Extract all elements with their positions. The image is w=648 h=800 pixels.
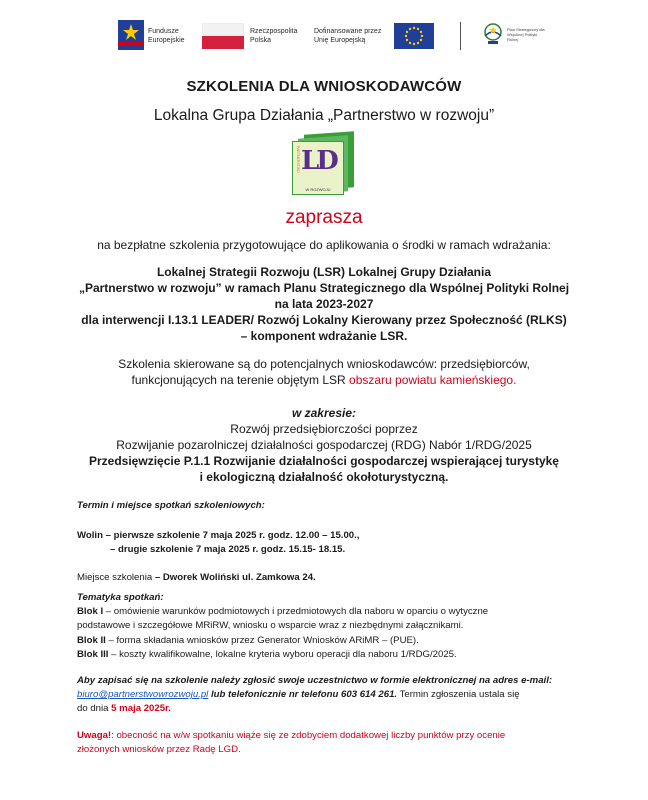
schedule-heading: Termin i miejsce spotkań szkoleniowych:: [77, 500, 265, 511]
lgd-subtitle: Lokalna Grupa Działania „Partnerstwo w rozwoju”: [153, 107, 495, 124]
phone-text: lub telefonicznie nr telefonu 603 614 261.: [208, 689, 398, 701]
fe-label-line1: Fundusze: [148, 28, 179, 35]
block-3-text: – koszty kwalifikowalne, lokalne kryteria wyboru operacji dla naboru 1/RDG/2025.: [108, 648, 457, 660]
fe-label-line2: Europejskie: [148, 36, 185, 44]
signup-line-1: Aby zapisać się na szkolenie należy zgłosić swoje uczestnictwo w formie elektronicznej na adres e-mail:: [77, 675, 553, 686]
strategy-line-3: na lata 2023-2027: [274, 297, 374, 311]
audience-line-1: Szkolenia skierowane są do potencjalnych wnioskodawców: przedsiębiorców,: [118, 357, 530, 371]
audience-line-2: funkcjonujących na terenie objętym LSR: [131, 373, 346, 387]
fundusze-europejskie-icon: [118, 20, 144, 50]
scope-line-3: Przedsięwzięcie P.1.1 Rozwijanie działalności gospodarczej wspierającej turystykę: [89, 454, 559, 468]
signup-block: [77, 674, 577, 717]
strategy-line-1: Lokalnej Strategii Rozwoju (LSR) Lokalnej Grupy Działania: [156, 265, 492, 279]
notice-label: Uwaga!: [77, 730, 112, 741]
strategy-line-4: dla interwencji I.13.1 LEADER/ Rozwój Lokalny Kierowany przez Społeczność (RLKS): [81, 313, 567, 327]
topics-heading: Tematyka spotkań:: [77, 592, 164, 603]
schedule-first-session: Wolin – pierwsze szkolenie 7 maja 2025 r. godz. 12.00 – 15.00.,: [77, 530, 360, 541]
invites-heading: zaprasza: [285, 207, 363, 228]
audience-block: [0, 356, 648, 388]
strategy-block: [0, 264, 648, 344]
deadline-prefix: do dnia: [77, 703, 109, 715]
intro-text: na bezpłatne szkolenia przygotowujące do aplikowania o środki w ramach wdrażania:: [97, 238, 551, 252]
polish-flag-icon: [202, 23, 244, 49]
block-1-label: Blok I: [77, 606, 104, 618]
fundusze-europejskie-logo: [118, 18, 190, 54]
block-2-label: Blok II: [77, 634, 106, 646]
location-value: – Dworek Woliński ul. Zamkowa 24.: [154, 572, 316, 583]
block-3-label: Blok III: [77, 648, 109, 660]
plan-strategiczny-logo: [482, 18, 548, 54]
block-1-text: – omówienie warunków podmiotowych i przedmiotowych dla naboru w oparciu o wytyczne: [103, 606, 489, 618]
rp-label-line2: Polska: [250, 36, 272, 44]
logo-strip: [118, 18, 548, 54]
training-location: [77, 571, 577, 585]
scope-line-1: Rozwój przedsiębiorczości poprzez: [230, 422, 418, 436]
eu-cofunding-logo: [314, 18, 439, 54]
strategy-line-2: „Partnerstwo w rozwoju” w ramach Planu Strategicznego dla Wspólnej Polityki Rolnej: [78, 281, 570, 295]
deadline-date: 5 maja 2025r.: [111, 703, 171, 715]
notice-block: [77, 729, 577, 757]
schedule-second-session: – drugie szkolenie 7 maja 2025 r. godz. 15.15- 18.15.: [110, 544, 346, 555]
lgd-logo-letters: LD: [301, 146, 336, 176]
location-label: Miejsce szkolenia: [77, 572, 153, 583]
rp-label-line1: Rzeczpospolita: [250, 28, 298, 35]
notice-text-cont: złożonych wniosków przez Radę LGD.: [77, 744, 241, 756]
eu-flag-icon: [394, 23, 434, 49]
block-1-text-cont: podstawowe i szczegółowe MRiRW, wniosku o wsparcie wraz z niezbędnymi załącznikami.: [77, 620, 464, 632]
scope-line-4: i ekologiczną działalność okołoturystyczną.: [199, 470, 449, 484]
scope-line-2: Rozwijanie pozarolniczej działalności gospodarczej (RDG) Nabór 1/RDG/2025: [116, 438, 532, 452]
rzeczpospolita-polska-logo: [202, 18, 302, 54]
email-link[interactable]: biuro@partnerstwowrozwoju.pl: [77, 689, 209, 701]
notice-text: : obecność na w/w spotkaniu wiąże się ze zdobyciem dodatkowej liczby punktów przy ocenie: [111, 730, 506, 741]
topics-block: [77, 591, 577, 662]
lgd-logo: [290, 133, 356, 195]
lgd-logo-side-text: PARTNERSTWO: [296, 146, 300, 173]
page-title: SZKOLENIA DLA WNIOSKODAWCÓW: [186, 78, 462, 95]
deadline-text: Termin zgłoszenia ustala się: [397, 689, 520, 701]
prow-label: Plan Strategiczny dla Wspólnej Polityki Rolnej: [507, 27, 545, 42]
strategy-line-5: – komponent wdrażanie LSR.: [240, 329, 408, 343]
block-2-text: – forma składania wniosków przez Generator Wniosków ARiMR – (PUE).: [105, 634, 419, 646]
ue-label-line1: Dofinansowane przez: [314, 28, 382, 35]
lgd-logo-front-card: [292, 141, 344, 195]
ue-label-line2: Unię Europejską: [314, 36, 366, 44]
audience-area-highlight: obszaru powiatu kamieńskiego.: [349, 373, 517, 387]
scope-heading: w zakresie:: [291, 406, 357, 420]
prow-emblem-icon: [482, 22, 504, 48]
logo-divider: [460, 22, 461, 50]
lgd-logo-caption: W ROZWOJU: [305, 187, 331, 192]
scope-block: [0, 405, 648, 485]
